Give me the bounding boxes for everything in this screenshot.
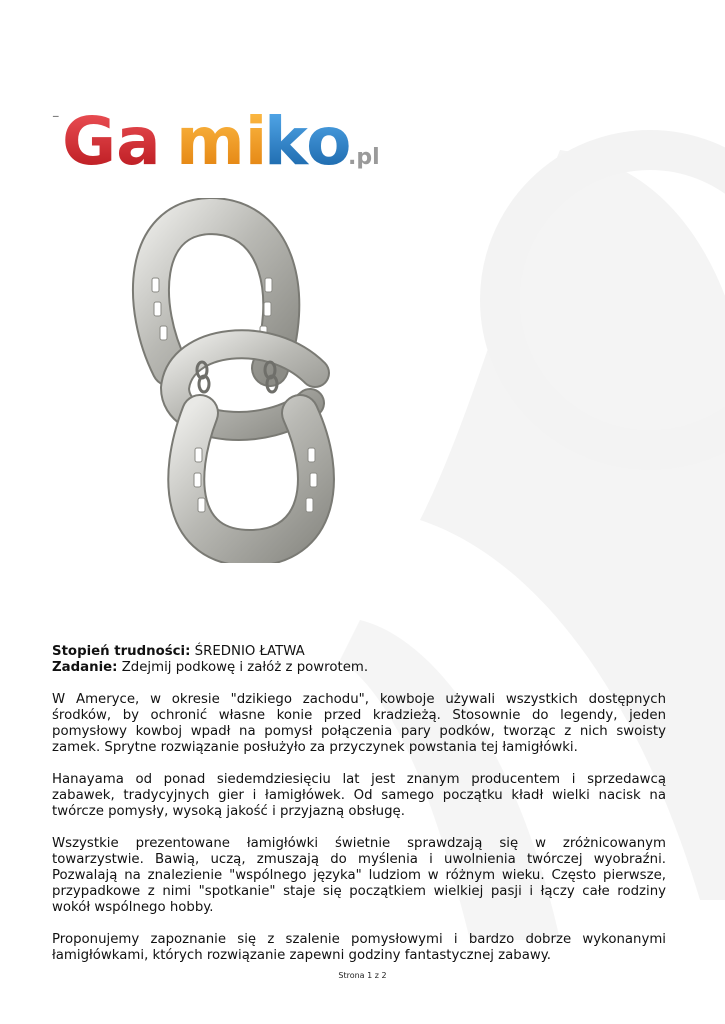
- header-dash: _: [53, 104, 59, 117]
- difficulty-label: Stopień trudności:: [52, 644, 191, 659]
- svg-text:Ga: Ga: [62, 103, 161, 176]
- difficulty-value: ŚREDNIO ŁATWA: [194, 644, 305, 659]
- horseshoe-puzzle-image: [130, 198, 345, 563]
- task-line: [52, 660, 666, 676]
- svg-text:mi: mi: [176, 103, 268, 176]
- description-content: [52, 644, 666, 980]
- task-value: Zdejmij podkowę i załóż z powrotem.: [121, 660, 369, 675]
- paragraph-invitation: Proponujemy zapoznanie się z szalenie pomysłowymi i bardzo dobrze wykonanymi łamigłówkami, których rozwiązanie zapewni godziny fantastycznej zabawy.: [52, 932, 666, 963]
- gamiko-logo[interactable]: [60, 92, 390, 176]
- svg-text:ko: ko: [264, 103, 352, 176]
- paragraph-hanayama: Hanayama od ponad siedemdziesięciu lat jest znanym producentem i sprzedawcą zabawek, tradycyjnych gier i łamigłówek. Od samego początku kładł wielki nacisk na twórcze pomysły, wysoką jakość i przyjazną obsługę.: [52, 772, 666, 819]
- page-number: Strona 1 z 2: [338, 971, 387, 980]
- task-label: Zadanie:: [52, 660, 118, 675]
- difficulty-line: [52, 644, 666, 660]
- paragraph-puzzles: Wszystkie prezentowane łamigłówki świetnie sprawdzają się w zróżnicowanym towarzystwie. Bawią, uczą, zmuszają do myślenia i uwolnienia twórczej wyobraźni. Pozwalają na znalezienie "wspólnego języka" ludziom w różnym wieku. Często pierwsze, przypadkowe z nimi "spotkanie" staje się początkiem wielkiej pasji i łączy całe rodziny wokół wspólnego hobby.: [52, 836, 666, 915]
- paragraph-history: W Ameryce, w okresie "dzikiego zachodu", kowboje używali wszystkich dostępnych środków, by ochronić własne konie przed kradzieżą. Stosownie do legendy, jeden pomysłowy kowboj wpadł na pomysł połączenia pary podków, tworząc z nich swoisty zamek. Sprytne rozwiązanie posłużyło za przyczynek powstania tej łamigłówki.: [52, 692, 666, 755]
- svg-text:.pl: .pl: [348, 145, 380, 170]
- puzzle-meta: [52, 644, 666, 676]
